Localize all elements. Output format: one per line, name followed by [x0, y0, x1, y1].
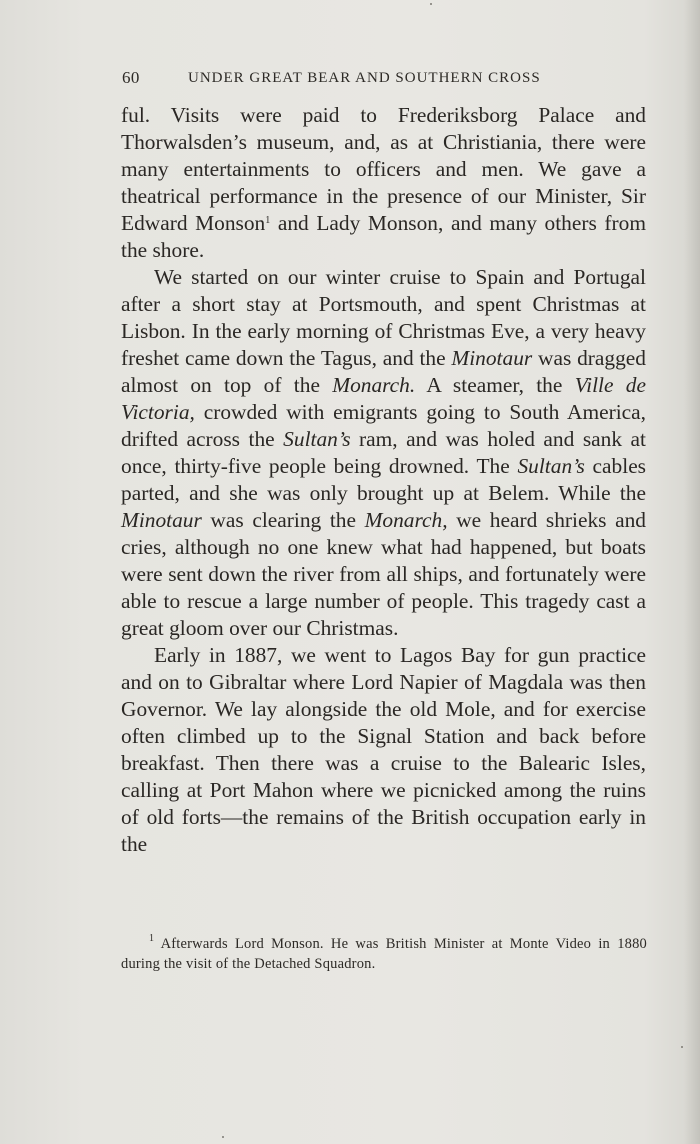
ship-name: Minotaur	[451, 346, 533, 370]
paragraph-text: we heard shrieks and cries, although no one knew what had happened, but boats were sent down the river from all ships, and fortunately were able to rescue a large number of people. This tragedy cast a great gloom over our Christmas.	[121, 508, 646, 640]
paper-speck	[430, 3, 432, 5]
paragraph-text: cables parted, and she was only brought up at Belem. While the	[121, 454, 647, 505]
body-text	[121, 102, 646, 858]
paragraph-text: and Lady Monson, and many others from the shore.	[121, 211, 646, 262]
paragraph-text: ram, and was holed and sank at once, thirty-five people being drowned. The	[121, 427, 646, 478]
footnote-marker: 1	[149, 933, 155, 944]
ship-name: Ville de Victoria,	[121, 373, 646, 424]
paragraph-text: Early in 1887, we went to Lagos Bay for gun practice and on to Gibraltar where Lord Napier of Magdala was then Governor. We lay alongside the old Mole, and for exercise often climbed up to the Signal Station and back before breakfast. Then there was a cruise to the Balearic Isles, calling at Port Mahon where we picnicked among the ruins of old forts—the remains of the British occupation early in the	[121, 643, 646, 856]
paragraph-text: was dragged almost on top of the	[121, 346, 646, 397]
paragraph-text: crowded with emigrants going to South America, drifted across the	[121, 400, 646, 451]
page-number: 60	[122, 68, 140, 87]
paragraph	[121, 102, 646, 264]
ship-name: Monarch,	[364, 508, 448, 532]
footnote-text	[121, 934, 647, 974]
ship-name: Monarch.	[332, 373, 416, 397]
paragraph-text: was clearing the	[201, 508, 365, 532]
paper-speck	[222, 1136, 224, 1138]
page-header	[122, 66, 662, 92]
paragraph	[121, 642, 646, 858]
paper-speck	[681, 1046, 683, 1048]
paragraph	[121, 264, 646, 642]
footnote-body: Afterwards Lord Monson. He was British Minister at Monte Video in 1880 during the visit of the Detached Squadron.	[121, 936, 647, 972]
footnote-reference: 1	[265, 215, 271, 226]
paragraph-text: A steamer, the	[415, 373, 575, 397]
ship-name: Minotaur	[121, 508, 202, 532]
paragraph-text: We started on our winter cruise to Spain and Portugal after a short stay at Portsmouth, and spent Christmas at Lisbon. In the early morning of Christmas Eve, a very heavy freshet came down the Tagus, and the	[121, 265, 646, 370]
running-title: UNDER GREAT BEAR AND SOUTHERN CROSS	[188, 70, 541, 86]
paragraph-text: ful. Visits were paid to Frederiksborg Palace and Thorwalsden’s museum, and, as at Christiania, there were many entertainments to officers and men. We gave a theatrical performance in the presence of our Minister, Sir Edward Monson	[121, 103, 646, 235]
ship-name: Sultan’s	[283, 427, 351, 451]
ship-name: Sultan’s	[517, 454, 585, 478]
footnote	[121, 934, 647, 974]
page-edge-shadow	[684, 0, 700, 1144]
